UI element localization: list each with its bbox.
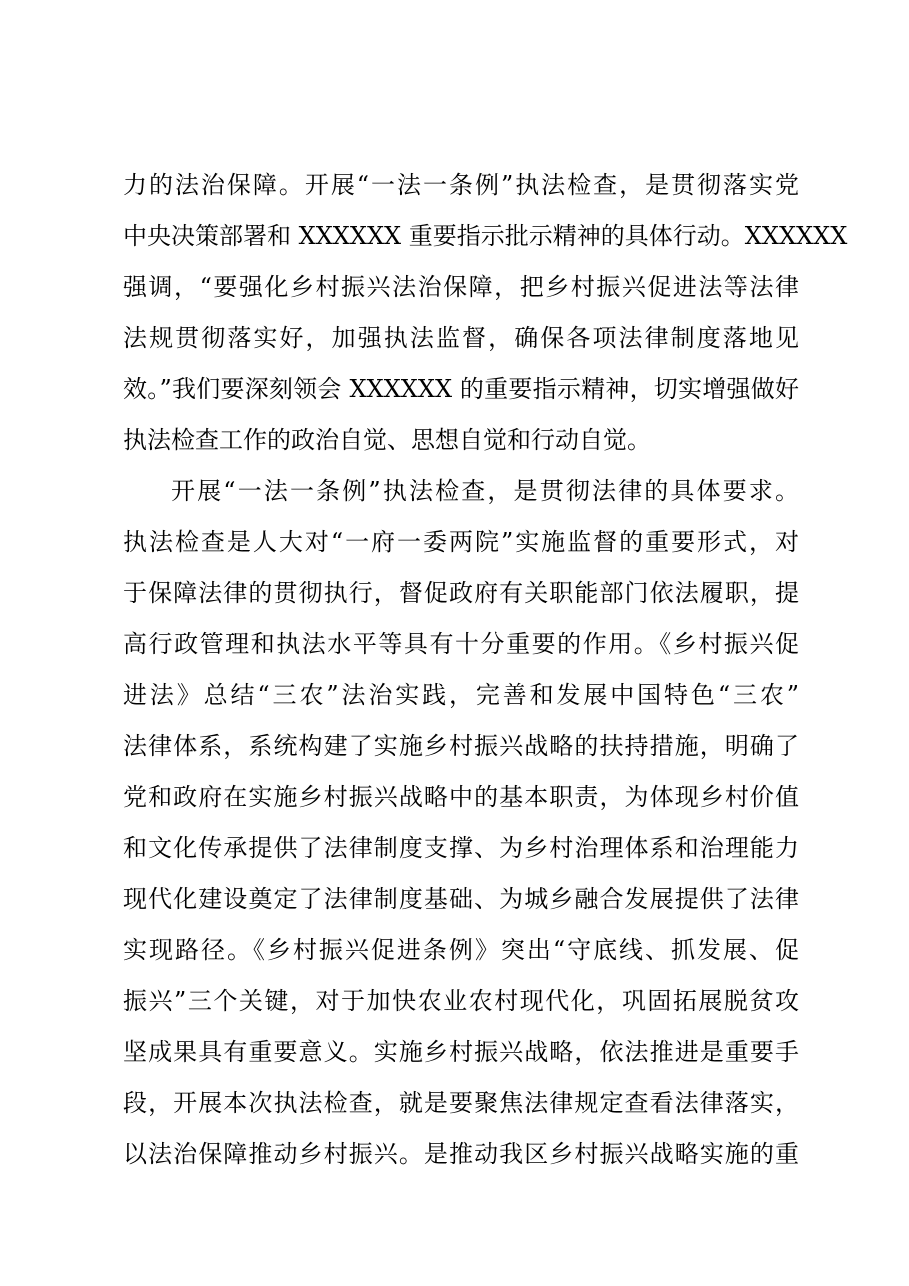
text-line: 高行政管理和执法水平等具有十分重要的作用。《乡村振兴促	[123, 630, 799, 658]
text-line: 力的法治保障。开展“一法一条例”执法检查，是贯彻落实党	[123, 171, 799, 199]
text-line: 以法治保障推动乡村振兴。是推动我区乡村振兴战略实施的重	[123, 1140, 799, 1168]
text-line: 法律体系，系统构建了实施乡村振兴战略的扶持措施，明确了	[123, 732, 799, 760]
text-line: 实现路径。《乡村振兴促进条例》突出“守底线、抓发展、促	[123, 936, 799, 964]
text-line: 和文化传承提供了法律制度支撑、为乡村治理体系和治理能力	[123, 834, 799, 862]
text-line: 中央决策部署和 XXXXXX 重要指示批示精神的具体行动。XXXXXX	[123, 222, 848, 250]
text-line: 于保障法律的贯彻执行，督促政府有关职能部门依法履职，提	[123, 579, 799, 607]
text-line: 强调，“要强化乡村振兴法治保障，把乡村振兴促进法等法律	[123, 273, 799, 301]
text-line: 现代化建设奠定了法律制度基础、为城乡融合发展提供了法律	[123, 885, 799, 913]
text-line: 坚成果具有重要意义。实施乡村振兴战略，依法推进是重要手	[123, 1038, 799, 1066]
text-line: 党和政府在实施乡村振兴战略中的基本职责，为体现乡村价值	[123, 783, 799, 811]
paragraph-first-line: 开展“一法一条例”执法检查，是贯彻法律的具体要求。	[171, 477, 799, 505]
body-text	[123, 160, 848, 1180]
text-line: 执法检查是人大对“一府一委两院”实施监督的重要形式，对	[123, 528, 799, 556]
text-line: 执法检查工作的政治自觉、思想自觉和行动自觉。	[123, 426, 651, 454]
text-line: 效。”我们要深刻领会 XXXXXX 的重要指示精神，切实增强做好	[123, 375, 799, 403]
text-line: 法规贯彻落实好，加强执法监督，确保各项法律制度落地见	[123, 324, 799, 352]
text-line: 段，开展本次执法检查，就是要聚焦法律规定查看法律落实，	[123, 1089, 799, 1117]
text-line: 进法》总结“三农”法治实践，完善和发展中国特色“三农”	[123, 681, 799, 709]
text-line: 振兴”三个关键，对于加快农业农村现代化，巩固拓展脱贫攻	[123, 987, 799, 1015]
